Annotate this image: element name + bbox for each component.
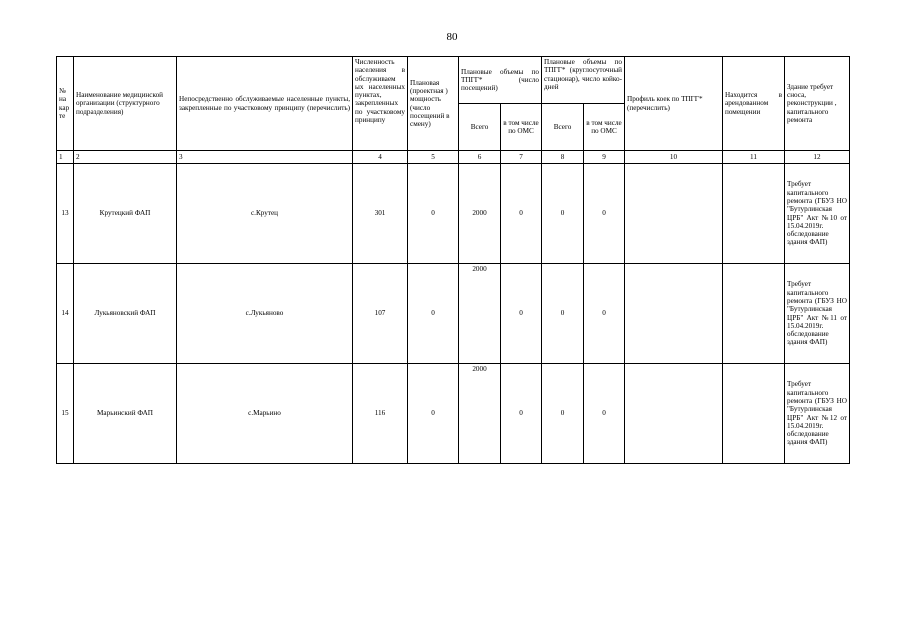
rented xyxy=(723,164,785,264)
bed-profile xyxy=(625,364,723,464)
header-beds-group: Плановые объемы по ТПГГ* (круглосуточный стационар), число койко-дней xyxy=(542,57,625,104)
beds-oms: 0 xyxy=(584,364,625,464)
row-number: 15 xyxy=(57,364,74,464)
column-number: 8 xyxy=(542,151,584,164)
header-visits-group: Плановые объемы по ТПГГ* (число посещений) xyxy=(459,57,542,104)
settlement: с.Марьино xyxy=(177,364,353,464)
header-visits-oms: в том числе по ОМС xyxy=(501,104,542,151)
facilities-table xyxy=(56,56,850,464)
column-number: 1 xyxy=(57,151,74,164)
column-number: 3 xyxy=(177,151,353,164)
visits-total: 2000 xyxy=(459,164,501,264)
column-number: 9 xyxy=(584,151,625,164)
column-number-row xyxy=(57,151,850,164)
building-status: Требует капитального ремонта (ГБУЗ НО "Бутурлинская ЦРБ" Акт №10 от 15.04.2019г. обследование здания ФАП) xyxy=(785,164,850,264)
column-number: 10 xyxy=(625,151,723,164)
beds-total: 0 xyxy=(542,364,584,464)
org-name: Лукьяновский ФАП xyxy=(74,264,177,364)
bed-profile xyxy=(625,164,723,264)
header-rented: Находится в арендованном помещении xyxy=(723,57,785,151)
column-number: 4 xyxy=(353,151,408,164)
header-bed-profile: Профиль коек по ТПГГ* (перечислить) xyxy=(625,57,723,151)
population: 301 xyxy=(353,164,408,264)
column-number: 12 xyxy=(785,151,850,164)
header-population: Численность населения в обслуживаем ых населенных пунктах, закрепленных по участковому принципу xyxy=(353,57,408,151)
beds-total: 0 xyxy=(542,164,584,264)
column-number: 6 xyxy=(459,151,501,164)
column-number: 5 xyxy=(408,151,459,164)
header-number: № на кар те xyxy=(57,57,74,151)
org-name: Марьинский ФАП xyxy=(74,364,177,464)
capacity: 0 xyxy=(408,364,459,464)
building-status: Требует капитального ремонта (ГБУЗ НО "Бутурлинская ЦРБ" Акт №12 от 15.04.2019г. обследование здания ФАП) xyxy=(785,364,850,464)
beds-oms: 0 xyxy=(584,164,625,264)
visits-oms: 0 xyxy=(501,364,542,464)
header-row-1 xyxy=(57,57,850,104)
visits-oms: 0 xyxy=(501,164,542,264)
table-row xyxy=(57,164,850,264)
column-number: 7 xyxy=(501,151,542,164)
settlement: с.Крутец xyxy=(177,164,353,264)
capacity: 0 xyxy=(408,264,459,364)
column-number: 2 xyxy=(74,151,177,164)
row-number: 14 xyxy=(57,264,74,364)
rented xyxy=(723,364,785,464)
header-beds-total: Всего xyxy=(542,104,584,151)
column-number: 11 xyxy=(723,151,785,164)
header-org-name: Наименование медицинской организации (структурного подразделения) xyxy=(74,57,177,151)
row-number: 13 xyxy=(57,164,74,264)
header-building: Здание требует сноса, реконструкции , капитального ремонта xyxy=(785,57,850,151)
beds-total: 0 xyxy=(542,264,584,364)
settlement: с.Лукьяново xyxy=(177,264,353,364)
visits-oms: 0 xyxy=(501,264,542,364)
capacity: 0 xyxy=(408,164,459,264)
rented xyxy=(723,264,785,364)
header-beds-oms: в том числе по ОМС xyxy=(584,104,625,151)
table-row xyxy=(57,364,850,464)
building-status: Требует капитального ремонта (ГБУЗ НО "Бутурлинская ЦРБ" Акт №11 от 15.04.2019г. обследование здания ФАП) xyxy=(785,264,850,364)
beds-oms: 0 xyxy=(584,264,625,364)
header-visits-total: Всего xyxy=(459,104,501,151)
header-capacity: Плановая (проектная ) мощность (число посещений в смену) xyxy=(408,57,459,151)
visits-total: 2000 xyxy=(459,264,501,364)
table-row xyxy=(57,264,850,364)
population: 107 xyxy=(353,264,408,364)
header-settlements: Непосредственно обслуживаемые населенные пункты, закрепленные по участковому принципу (перечислить) xyxy=(177,57,353,151)
page-number: 80 xyxy=(446,31,458,43)
bed-profile xyxy=(625,264,723,364)
org-name: Крутецкий ФАП xyxy=(74,164,177,264)
population: 116 xyxy=(353,364,408,464)
visits-total: 2000 xyxy=(459,364,501,464)
